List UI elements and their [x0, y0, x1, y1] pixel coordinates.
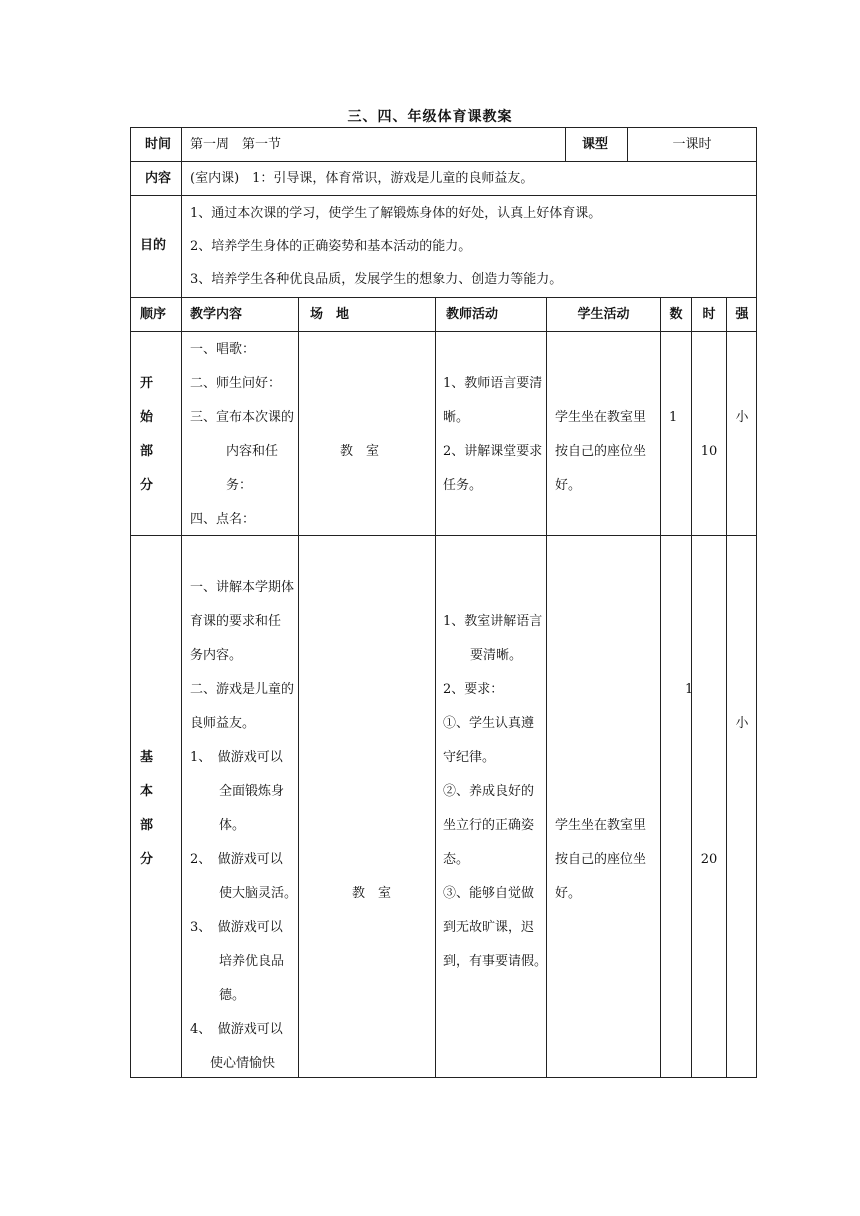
teacher-line: 1、教师语言要清 [443, 376, 543, 391]
content-line: 使大脑灵活。 [219, 886, 298, 901]
content-line: 全面锻炼身 [219, 784, 285, 799]
content-line: 4、 做游戏可以 [190, 1022, 283, 1037]
student-line: 学生坐在教室里 [555, 410, 647, 425]
content-line: 3、 做游戏可以 [190, 920, 283, 935]
content-line: 二、师生问好： [190, 376, 282, 391]
content-line: 1、 做游戏可以 [190, 750, 283, 765]
table-col-divider [660, 297, 661, 1078]
section-label: 分 [140, 852, 154, 867]
venue-value: 教 室 [340, 444, 380, 459]
section-label: 分 [140, 478, 154, 493]
section-label: 部 [140, 818, 154, 833]
content-line: 一、唱歌： [190, 342, 256, 357]
teacher-line: 态。 [443, 852, 470, 867]
table-border-bottom [130, 1077, 757, 1078]
student-line: 好。 [555, 478, 582, 493]
table-col-divider [565, 127, 566, 162]
table-row-divider [130, 195, 757, 196]
column-header-student: 学生活动 [577, 307, 630, 322]
teacher-line: 2、讲解课堂要求 [443, 444, 543, 459]
time-value: 第一周 第一节 [190, 137, 282, 152]
goal-item: 1、通过本次课的学习，使学生了解锻炼身体的好处，认真上好体育课。 [190, 206, 602, 221]
section-label: 部 [140, 444, 154, 459]
section-label: 始 [140, 410, 154, 425]
student-line: 按自己的座位坐 [555, 852, 647, 867]
content-line: 一、讲解本学期体 [190, 580, 295, 595]
section-label: 开 [140, 376, 154, 391]
content-line: 德。 [219, 988, 246, 1003]
intensity-value: 小 [735, 410, 749, 425]
column-header-order: 顺序 [140, 307, 167, 322]
time-label: 时间 [145, 137, 172, 152]
content-line: 培养优良品 [219, 954, 285, 969]
content-line: 良师益友。 [190, 716, 256, 731]
table-row-divider [130, 161, 757, 162]
teacher-line: 任务。 [443, 478, 483, 493]
content-line: 育课的要求和任 [190, 614, 282, 629]
student-line: 学生坐在教室里 [555, 818, 647, 833]
goal-item: 2、培养学生身体的正确姿势和基本活动的能力。 [190, 239, 472, 254]
count-value: 1 [685, 682, 694, 697]
content-line: 内容和任 [226, 444, 279, 459]
teacher-line: 守纪律。 [443, 750, 496, 765]
column-header-count: 数 [669, 307, 683, 322]
content-line: 三、宣布本次课的 [190, 410, 295, 425]
student-line: 好。 [555, 886, 582, 901]
count-value: 1 [669, 410, 678, 425]
content-line: 体。 [219, 818, 246, 833]
goal-label: 目的 [140, 238, 167, 253]
lesson-type-value: 一课时 [672, 137, 712, 152]
table-row-divider [130, 297, 757, 298]
content-line: 2、 做游戏可以 [190, 852, 283, 867]
table-row-divider [130, 331, 757, 332]
content-label: 内容 [145, 171, 172, 186]
venue-value: 教 室 [352, 886, 392, 901]
lesson-plan-table [130, 127, 757, 1078]
column-header-content: 教学内容 [190, 307, 243, 322]
teacher-line: 2、要求： [443, 682, 504, 697]
document-title: 三、四、年级体育课教案 [347, 109, 513, 125]
table-col-divider [298, 297, 299, 1078]
section-label: 基 [140, 750, 154, 765]
table-col-divider [181, 127, 182, 1078]
table-col-divider [435, 297, 436, 1078]
teacher-line: 坐立行的正确姿 [443, 818, 535, 833]
teacher-line: 晰。 [443, 410, 470, 425]
student-line: 按自己的座位坐 [555, 444, 647, 459]
teacher-line: 到，有事要请假。 [443, 954, 548, 969]
teacher-line: ①、学生认真遵 [443, 716, 535, 731]
content-line: 二、游戏是儿童的 [190, 682, 295, 697]
teacher-line: 1、教室讲解语言 [443, 614, 543, 629]
column-header-teacher: 教师活动 [446, 307, 499, 322]
table-row-divider [130, 535, 757, 536]
teacher-line: 到无故旷课，迟 [443, 920, 535, 935]
lesson-type-label: 课型 [582, 137, 609, 152]
intensity-value: 小 [735, 716, 749, 731]
table-border-left [130, 127, 131, 1078]
content-line: 务： [226, 478, 253, 493]
content-line: 使心情愉快 [210, 1056, 276, 1071]
teacher-line: 要清晰。 [470, 648, 523, 663]
time-value: 20 [700, 852, 718, 867]
time-value: 10 [700, 444, 718, 459]
table-border-top [130, 127, 757, 128]
content-line: 务内容。 [190, 648, 243, 663]
teacher-line: ③、能够自觉做 [443, 886, 535, 901]
column-header-intensity: 强 [735, 307, 749, 322]
teacher-line: ②、养成良好的 [443, 784, 535, 799]
table-border-right [756, 127, 757, 1078]
column-header-venue: 场 地 [310, 307, 350, 322]
content-line: 四、点名： [190, 512, 256, 527]
column-header-time: 时 [702, 307, 716, 322]
section-label: 本 [140, 784, 154, 799]
goal-item: 3、培养学生各种优良品质，发展学生的想象力、创造力等能力。 [190, 272, 563, 287]
content-value: (室内课) 1：引导课，体育常识，游戏是儿童的良师益友。 [190, 171, 534, 186]
